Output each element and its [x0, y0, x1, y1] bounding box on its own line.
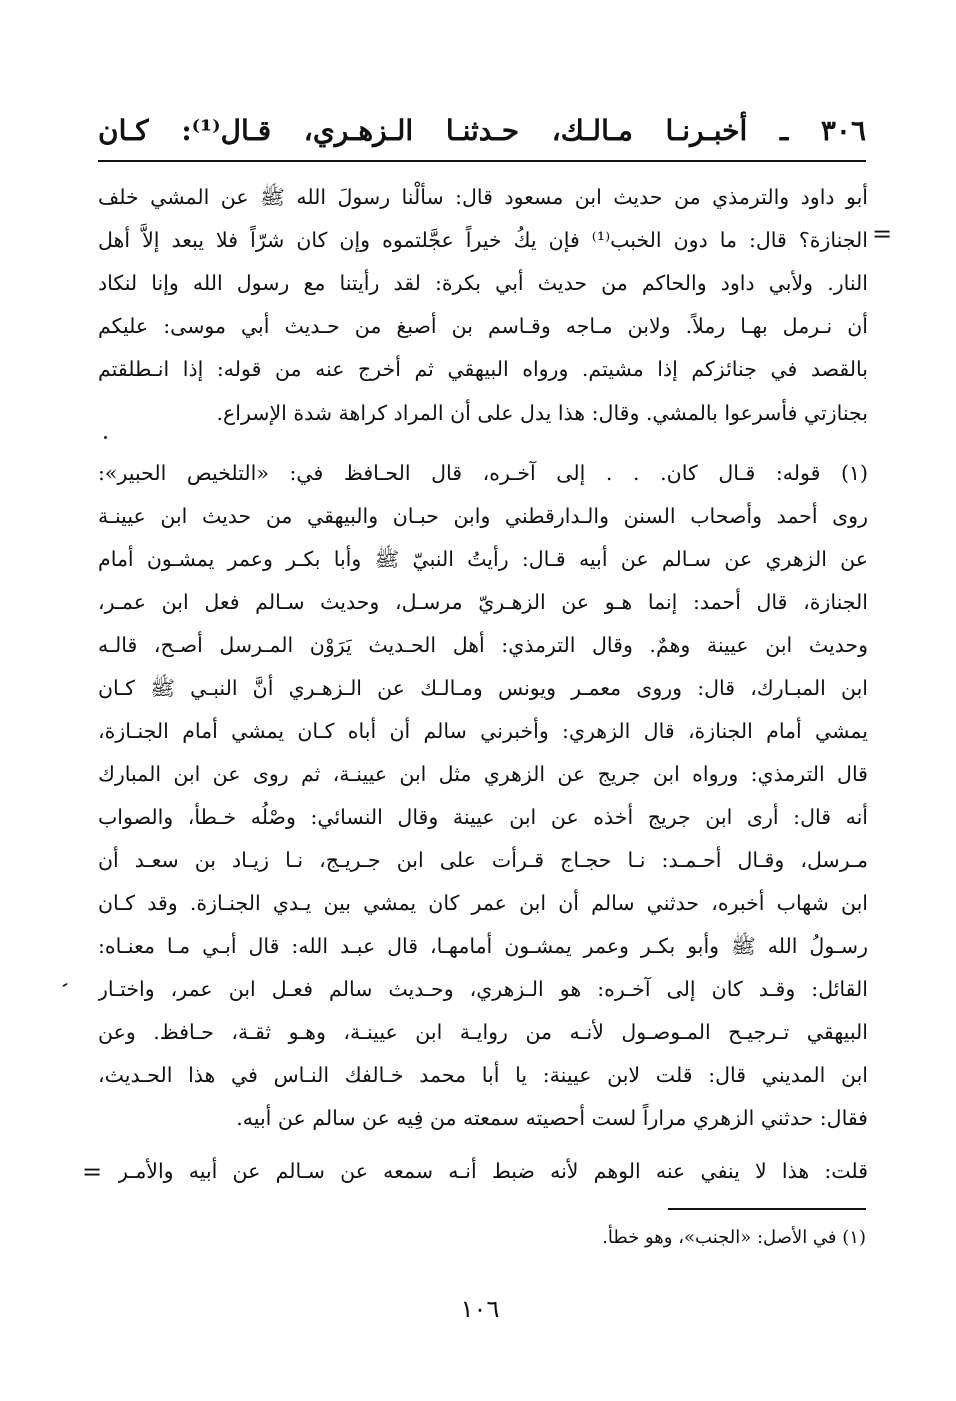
- body-line: النار. ولأبي داود والحاكم من حديث أبي بكرة: لقد رأيتنا مع رسول الله وإنا لنكاد: [98, 271, 868, 295]
- body-line: البيهقي تـرجيـح المـوصـول لأنـه من روايـة ابن عيينـة، وهـو ثقـة، حـافظ. وعن: [98, 1020, 868, 1044]
- body-line: القائل: وقـد كان إلى آخـره: هو الـزهري، وحـديث سالم فعـل ابن عمر، واختـار: [98, 977, 868, 1001]
- page-number: ١٠٦: [460, 1295, 500, 1323]
- footnote: (١) في الأصل: «الجنب»، وهو خطأ.: [602, 1227, 866, 1248]
- body-line: رسـولُ الله ﷺ وأبو بكـر وعمر يمشـون أمامهـا، قال عبـد الله: قال أبـي مـا معنـاه:: [98, 934, 868, 958]
- continuation-mark: =: [82, 1158, 103, 1186]
- footnote-rule: [668, 1208, 866, 1210]
- body-line: ابن المديني قال: قلت لابن عيينة: يا أبا محمد خـالفك النـاس في هذا الحـديث،: [98, 1063, 868, 1087]
- note-heading-line: (١) قوله: قـال كان. . . إلى آخـره، قال الحـافظ في: «التلخيص الحبير»:: [98, 461, 868, 485]
- body-line: ابن المبـارك، قال: وروى معمـر ويونس ومـالـك عن الـزهـري أنَّ النبـي ﷺ كـان: [98, 676, 868, 700]
- body-line: مـرسل، وقـال أحـمـد: نـا حجـاج قـرأت على ابن جـريـج، نـا زيـاد بن سعـد أن: [98, 848, 868, 872]
- body-line: أبو داود والترمذي من حديث ابن مسعود قال: سألْنا رسولَ الله ﷺ عن المشي خلف: [98, 185, 868, 209]
- body-line: بالقصد في جنائزكم إذا مشيتم. ورواه البيهقي ثم أخرج عنه من قوله: إذا انـطلقتم: [98, 357, 868, 381]
- body-line: الجنازة، قال أحمد: إنما هـو عن الزهـريّ مرسـل، وحديث سـالم فعل ابن عمـر،: [98, 590, 868, 614]
- body-line: يمشي أمام الجنازة، قال الزهري: وأخبرني سالم أن أباه كـان يمشي أمام الجنـازة،: [98, 719, 868, 743]
- body-line: قال الترمذي: ورواه ابن جريج عن الزهري مثل ابن عيينـة، ثم روى عن ابن المبارك: [98, 762, 868, 786]
- body-line: عن الزهري عن سـالم عن أبيه قـال: رأيتُ النبيّ ﷺ وأبا بكـر وعمر يمشـون أمام: [98, 547, 868, 571]
- body-line: أن نـرمل بهـا رملاً. ولابن مـاجه وقـاسم بن أصبغ من حـديث أبي موسى: عليكم: [98, 314, 868, 338]
- body-line: ابن شهاب أخبره، حدثني سالم أن ابن عمر كان يمشي بين يـدي الجنـازة. وقد كـان: [98, 891, 868, 915]
- scan-speck: [104, 436, 107, 439]
- body-line: أنه قال: أرى ابن جريج أخذه عن ابن عيينة وقال النسائي: وصْلُه خـطأ، والصواب: [98, 805, 868, 829]
- body-line: الجنازة؟ قال: ما دون الخبب⁽¹⁾ فإن يكُ خيراً عجَّلتموه وإن كان شرّاً فلا يبعد إلاَّ أهل: [98, 228, 868, 252]
- continuation-mark: =: [872, 220, 893, 248]
- scan-speck: [62, 983, 68, 988]
- body-line: قلت: هذا لا ينفي عنه الوهم لأنه ضبط أنـه سمعه عن سـالم عن أبيه والأمـر: [118, 1159, 868, 1183]
- header-rule: [98, 160, 866, 162]
- body-line: بجنازتي فأسرعوا بالمشي. وقال: هذا يدل على أن المراد كراهة شدة الإسراع.: [216, 401, 868, 425]
- body-line: روى أحمد وأصحاب السنن والـدارقطني وابن حبـان والبيهقي من حديث ابن عيينـة: [98, 504, 868, 528]
- hadith-heading: ٣٠٦ ـ أخبـرنـا مـالـك، حـدثنـا الـزهـري، قـال⁽¹⁾: كـان: [98, 114, 866, 147]
- body-line: وحديث ابن عيينة وهمٌ. وقال الترمذي: أهل الحـديث يَرَوْن المـرسل أصـح، قالـه: [98, 633, 868, 657]
- body-line: فقال: حدثني الزهري مراراً لست أحصيته سمعته من فِيه عن سالم عن أبيه.: [236, 1106, 868, 1130]
